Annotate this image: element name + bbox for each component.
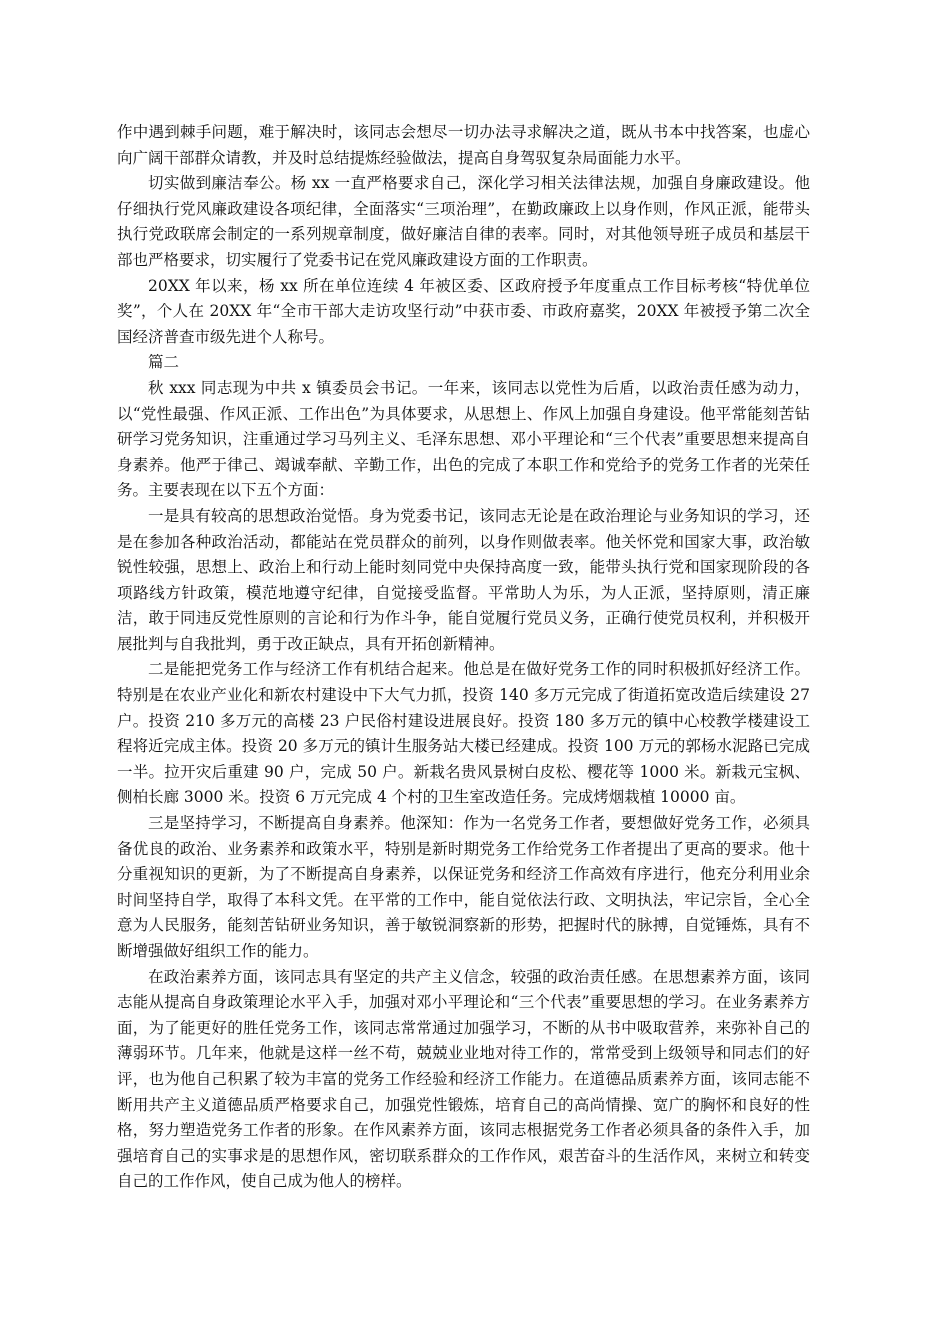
paragraph-awards: 20XX 年以来，杨 xx 所在单位连续 4 年被区委、区政府授予年度重点工作目标考核“特优单位奖”，个人在 20XX 年“全市干部大走访攻坚行动”中获市委、市政府嘉奖，20XX 年被授予第二次全国经济普查市级先进个人称号。 <box>117 276 810 346</box>
paragraph-point-two: 二是能把党务工作与经济工作有机结合起来。他总是在做好党务工作的同时积极抓好经济工作。特别是在农业产业化和新农村建设中下大气力抓，投资 140 多万元完成了街道拓宽改造后续建设 27 户。投资 210 多万元的高楼 23 户民俗村建设进展良好。投资 180 多万元的镇中心校教学楼建设工程将近完成主体。投资 20 多万元的镇计生服务站大楼已经建成。投资 100 万元的郭杨水泥路已完成一半。拉开灾后重建 90 户，完成 50 户。新栽名贵风景树白皮松、樱花等 1000 米。新栽元宝枫、侧柏长廊 3000 米。投资 6 万元完成 4 个村的卫生室改造任务。完成烤烟栽植 10000 亩。 <box>117 660 810 807</box>
section-heading: 篇二 <box>148 353 180 372</box>
paragraph-point-three: 三是坚持学习，不断提高自身素养。他深知：作为一名党务工作者，要想做好党务工作，必须具备优良的政治、业务素养和政策水平，特别是新时期党务工作给党务工作者提出了更高的要求。他十分重视知识的更新，为了不断提高自身素养，以保证党务和经济工作高效有序进行，他充分利用业余时间坚持自学，取得了本科文凭。在平常的工作中，能自觉依法行政、文明执法，牢记宗旨，全心全意为人民服务，能刻苦钻研业务知识，善于敏锐洞察新的形势，把握时代的脉搏，自觉锤炼，具有不断增强做好组织工作的能力。 <box>117 814 810 960</box>
paragraph-integrity: 切实做到廉洁奉公。杨 xx 一直严格要求自己，深化学习相关法律法规，加强自身廉政建设。他仔细执行党风廉政建设各项纪律，全面落实“三项治理”，在勤政廉政上以身作则，作风正派，能带头执行党政联席会制定的一系列规章制度，做好廉洁自律的表率。同时，对其他领导班子成员和基层干部也严格要求，切实履行了党委书记在党风廉政建设方面的工作职责。 <box>117 174 810 269</box>
paragraph-intro: 秋 xxx 同志现为中共 x 镇委员会书记。一年来，该同志以党性为后盾，以政治责任感为动力，以“党性最强、作风正派、工作出色”为具体要求，从思想上、作风上加强自身建设。他平常能刻苦钻研学习党务知识，注重通过学习马列主义、毛泽东思想、邓小平理论和“三个代表”重要思想来提高自身素养。他严于律己、竭诚奉献、辛勤工作，出色的完成了本职工作和党给予的党务工作者的光荣任务。主要表现在以下五个方面： <box>117 378 810 500</box>
paragraph-point-one: 一是具有较高的思想政治觉悟。身为党委书记，该同志无论是在政治理论与业务知识的学习，还是在参加各种政治活动，都能站在党员群众的前列，以身作则做表率。他关怀党和国家大事，政治敏锐性较强，思想上、政治上和行动上能时刻同党中央保持高度一致，能带头执行党和国家现阶段的各项路线方针政策，模范地遵守纪律，自觉接受监督。平常助人为乐，为人正派，坚持原则，清正廉洁，敢于同违反党性原则的言论和行为作斗争，能自觉履行党员义务，正确行使党员权利，并积极开展批判与自我批判，勇于改正缺点，具有开拓创新精神。 <box>117 506 810 653</box>
paragraph-continued: 作中遇到棘手问题，难于解决时，该同志会想尽一切办法寻求解决之道，既从书本中找答案，也虚心向广阔干部群众请教，并及时总结提炼经验做法，提高自身驾驭复杂局面能力水平。 <box>117 123 810 167</box>
paragraph-qualities: 在政治素养方面，该同志具有坚定的共产主义信念，较强的政治责任感。在思想素养方面，该同志能从提高自身政策理论水平入手，加强对邓小平理论和“三个代表”重要思想的学习。在业务素养方面，为了能更好的胜任党务工作，该同志常常通过加强学习，不断的从书中吸取营养，来弥补自己的薄弱环节。几年来，他就是这样一丝不苟，兢兢业业地对待工作的，常常受到上级领导和同志们的好评，也为他自己积累了较为丰富的党务工作经验和经济工作能力。在道德品质素养方面，该同志能不断用共产主义道德品质严格要求自己，加强党性锻炼，培育自己的高尚情操、宽广的胸怀和良好的性格，努力塑造党务工作者的形象。在作风素养方面，该同志根据党务工作者必须具备的条件入手，加强培育自己的实事求是的思想作风，密切联系群众的工作作风，艰苦奋斗的生活作风，来树立和转变自己的工作作风，使自己成为他人的榜样。 <box>117 967 810 1191</box>
document-page <box>117 120 810 1195</box>
